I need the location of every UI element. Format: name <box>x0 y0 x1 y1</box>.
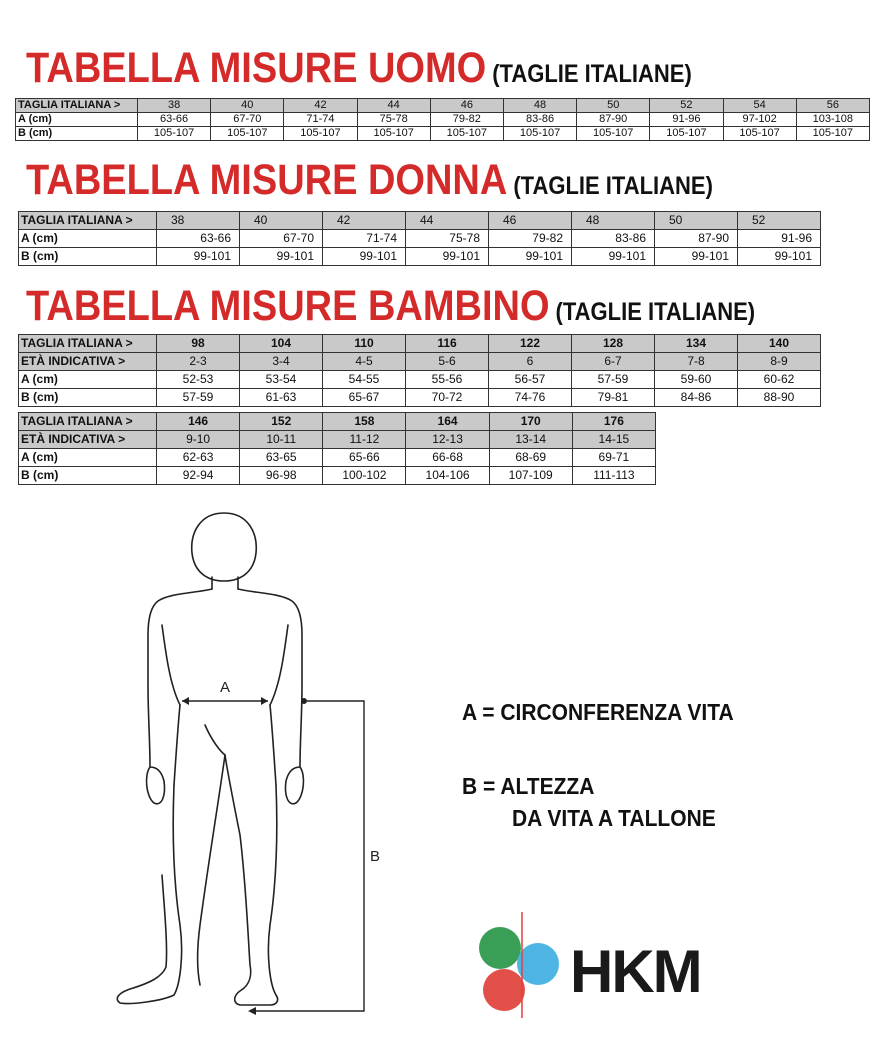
table-row <box>16 113 870 127</box>
bambino1-value-cell: 56-57 <box>489 371 572 389</box>
bambino1-age-cell: 3-4 <box>240 353 323 371</box>
uomo-value-cell: 63-66 <box>138 113 211 127</box>
bambino2-size-cell: 170 <box>489 413 572 431</box>
title-bambino-subtitle: (TAGLIE ITALIANE) <box>555 297 756 326</box>
uomo-size-cell: 40 <box>211 99 284 113</box>
uomo-size-cell: 42 <box>284 99 357 113</box>
bambino1-value-cell: 54-55 <box>323 371 406 389</box>
donna-value-cell: 99-101 <box>240 248 323 266</box>
bambino2-value-cell: 69-71 <box>572 449 655 467</box>
bambino1-value-cell: 57-59 <box>572 371 655 389</box>
bambino1-value-cell: 55-56 <box>406 371 489 389</box>
bambino1-size-cell: 128 <box>572 335 655 353</box>
bambino2-value-cell: 62-63 <box>157 449 240 467</box>
bambino1-value-cell: 59-60 <box>655 371 738 389</box>
title-donna-subtitle: (TAGLIE ITALIANE) <box>513 171 713 200</box>
donna-value-cell: 99-101 <box>572 248 655 266</box>
bambino2-header-label: TAGLIA ITALIANA > <box>19 413 157 431</box>
bambino1-age-cell: 8-9 <box>738 353 821 371</box>
logo-red-circle <box>483 969 525 1011</box>
donna-header-label: TAGLIA ITALIANA > <box>19 212 157 230</box>
bambino2-size-cell: 176 <box>572 413 655 431</box>
logo-blue-circle <box>517 943 559 985</box>
bambino1-size-cell: 140 <box>738 335 821 353</box>
bambino1-size-cell: 104 <box>240 335 323 353</box>
title-bambino <box>26 282 756 331</box>
bambino2-size-cell: 158 <box>323 413 406 431</box>
donna-value-cell: 79-82 <box>489 230 572 248</box>
legend-b-line1: B = ALTEZZA <box>462 774 595 800</box>
bambino1-age-row <box>19 353 821 371</box>
bambino1-value-cell: 52-53 <box>157 371 240 389</box>
uomo-value-cell: 97-102 <box>723 113 796 127</box>
bambino1-value-cell: 70-72 <box>406 389 489 407</box>
table-row <box>19 389 821 407</box>
measure-b-arrow <box>248 1007 256 1015</box>
uomo-value-cell: 79-82 <box>430 113 503 127</box>
uomo-value-cell: 67-70 <box>211 113 284 127</box>
bambino1-size-cell: 116 <box>406 335 489 353</box>
uomo-row-label: A (cm) <box>16 113 138 127</box>
donna-value-cell: 91-96 <box>738 230 821 248</box>
bambino1-value-cell: 53-54 <box>240 371 323 389</box>
legend-b-line2: DA VITA A TALLONE <box>512 806 716 832</box>
donna-value-cell: 63-66 <box>157 230 240 248</box>
bambino1-age-cell: 5-6 <box>406 353 489 371</box>
donna-size-cell: 38 <box>157 212 240 230</box>
donna-row-label: B (cm) <box>19 248 157 266</box>
bambino1-age-cell: 4-5 <box>323 353 406 371</box>
bambino2-age-cell: 10-11 <box>240 431 323 449</box>
uomo-value-cell: 75-78 <box>357 113 430 127</box>
table-row <box>19 248 821 266</box>
bambino2-value-cell: 107-109 <box>489 467 572 485</box>
bambino1-value-cell: 88-90 <box>738 389 821 407</box>
uomo-value-cell: 105-107 <box>357 127 430 141</box>
donna-value-cell: 99-101 <box>738 248 821 266</box>
uomo-size-cell: 46 <box>430 99 503 113</box>
uomo-size-cell: 56 <box>796 99 869 113</box>
donna-size-cell: 42 <box>323 212 406 230</box>
bambino1-age-cell: 6 <box>489 353 572 371</box>
body-figure <box>100 505 420 1025</box>
logo-green-circle <box>479 927 521 969</box>
measure-a-arrow-left <box>182 697 189 705</box>
bambino1-size-cell: 134 <box>655 335 738 353</box>
uomo-value-cell: 105-107 <box>650 127 723 141</box>
uomo-value-cell: 83-86 <box>503 113 576 127</box>
table-row <box>19 230 821 248</box>
bambino1-row-label: B (cm) <box>19 389 157 407</box>
bambino1-age-label: ETÀ INDICATIVA > <box>19 353 157 371</box>
bambino2-header-row <box>19 413 656 431</box>
donna-size-cell: 40 <box>240 212 323 230</box>
bambino2-size-cell: 152 <box>240 413 323 431</box>
bambino1-age-cell: 2-3 <box>157 353 240 371</box>
uomo-size-cell: 38 <box>138 99 211 113</box>
donna-value-cell: 99-101 <box>489 248 572 266</box>
hkm-logo <box>470 910 740 1020</box>
uomo-value-cell: 105-107 <box>430 127 503 141</box>
uomo-value-cell: 87-90 <box>577 113 650 127</box>
bambino2-value-cell: 100-102 <box>323 467 406 485</box>
title-uomo-main: TABELLA MISURE UOMO <box>26 44 487 92</box>
uomo-value-cell: 105-107 <box>284 127 357 141</box>
uomo-value-cell: 105-107 <box>138 127 211 141</box>
table-row <box>16 127 870 141</box>
bambino2-age-cell: 9-10 <box>157 431 240 449</box>
bambino2-age-row <box>19 431 656 449</box>
title-bambino-main: TABELLA MISURE BAMBINO <box>26 282 550 330</box>
donna-value-cell: 87-90 <box>655 230 738 248</box>
bambino2-row-label: B (cm) <box>19 467 157 485</box>
bambino1-value-cell: 57-59 <box>157 389 240 407</box>
bambino1-age-cell: 6-7 <box>572 353 655 371</box>
bambino2-size-cell: 146 <box>157 413 240 431</box>
bambino1-value-cell: 74-76 <box>489 389 572 407</box>
bambino1-header-label: TAGLIA ITALIANA > <box>19 335 157 353</box>
bambino2-row-label: A (cm) <box>19 449 157 467</box>
table-uomo <box>15 98 870 141</box>
uomo-size-cell: 44 <box>357 99 430 113</box>
bambino1-age-cell: 7-8 <box>655 353 738 371</box>
measure-b-dot <box>301 698 307 704</box>
uomo-value-cell: 105-107 <box>577 127 650 141</box>
donna-value-cell: 75-78 <box>406 230 489 248</box>
bambino2-age-cell: 13-14 <box>489 431 572 449</box>
donna-header-row <box>19 212 821 230</box>
uomo-value-cell: 105-107 <box>503 127 576 141</box>
measure-b-line <box>250 701 364 1011</box>
bambino2-size-cell: 164 <box>406 413 489 431</box>
donna-value-cell: 99-101 <box>406 248 489 266</box>
bambino2-age-cell: 14-15 <box>572 431 655 449</box>
donna-value-cell: 71-74 <box>323 230 406 248</box>
bambino1-value-cell: 65-67 <box>323 389 406 407</box>
uomo-row-label: B (cm) <box>16 127 138 141</box>
legend-a: A = CIRCONFERENZA VITA <box>462 700 734 726</box>
table-row <box>19 467 656 485</box>
uomo-size-cell: 52 <box>650 99 723 113</box>
title-uomo <box>26 44 692 93</box>
table-bambino-1 <box>18 334 821 407</box>
table-donna <box>18 211 821 266</box>
title-uomo-subtitle: (TAGLIE ITALIANE) <box>492 59 692 88</box>
body-outline <box>117 513 303 1005</box>
bambino1-size-cell: 122 <box>489 335 572 353</box>
measure-a-arrow-right <box>261 697 268 705</box>
uomo-size-cell: 50 <box>577 99 650 113</box>
table-bambino-2 <box>18 412 656 485</box>
bambino2-age-cell: 12-13 <box>406 431 489 449</box>
uomo-value-cell: 105-107 <box>723 127 796 141</box>
measure-a-label: A <box>220 679 231 696</box>
donna-value-cell: 99-101 <box>323 248 406 266</box>
bambino2-age-cell: 11-12 <box>323 431 406 449</box>
uomo-value-cell: 105-107 <box>211 127 284 141</box>
uomo-header-row <box>16 99 870 113</box>
uomo-header-label: TAGLIA ITALIANA > <box>16 99 138 113</box>
donna-value-cell: 83-86 <box>572 230 655 248</box>
uomo-value-cell: 71-74 <box>284 113 357 127</box>
donna-row-label: A (cm) <box>19 230 157 248</box>
bambino2-value-cell: 66-68 <box>406 449 489 467</box>
bambino1-value-cell: 60-62 <box>738 371 821 389</box>
bambino2-value-cell: 68-69 <box>489 449 572 467</box>
bambino2-value-cell: 65-66 <box>323 449 406 467</box>
donna-value-cell: 67-70 <box>240 230 323 248</box>
donna-size-cell: 44 <box>406 212 489 230</box>
title-donna-main: TABELLA MISURE DONNA <box>26 156 508 204</box>
table-row <box>19 449 656 467</box>
bambino1-value-cell: 61-63 <box>240 389 323 407</box>
donna-size-cell: 48 <box>572 212 655 230</box>
uomo-value-cell: 105-107 <box>796 127 869 141</box>
title-donna <box>26 156 713 205</box>
bambino1-header-row <box>19 335 821 353</box>
logo-text: HKM <box>570 938 701 1005</box>
table-row <box>19 371 821 389</box>
bambino2-value-cell: 96-98 <box>240 467 323 485</box>
uomo-value-cell: 91-96 <box>650 113 723 127</box>
bambino2-value-cell: 111-113 <box>572 467 655 485</box>
uomo-value-cell: 103-108 <box>796 113 869 127</box>
measure-b-label: B <box>370 848 381 865</box>
bambino1-size-cell: 110 <box>323 335 406 353</box>
bambino1-row-label: A (cm) <box>19 371 157 389</box>
donna-size-cell: 52 <box>738 212 821 230</box>
bambino2-value-cell: 104-106 <box>406 467 489 485</box>
uomo-size-cell: 54 <box>723 99 796 113</box>
donna-value-cell: 99-101 <box>655 248 738 266</box>
bambino2-age-label: ETÀ INDICATIVA > <box>19 431 157 449</box>
uomo-size-cell: 48 <box>503 99 576 113</box>
bambino2-value-cell: 63-65 <box>240 449 323 467</box>
bambino1-size-cell: 98 <box>157 335 240 353</box>
bambino1-value-cell: 79-81 <box>572 389 655 407</box>
donna-size-cell: 46 <box>489 212 572 230</box>
bambino1-value-cell: 84-86 <box>655 389 738 407</box>
bambino2-value-cell: 92-94 <box>157 467 240 485</box>
donna-value-cell: 99-101 <box>157 248 240 266</box>
donna-size-cell: 50 <box>655 212 738 230</box>
